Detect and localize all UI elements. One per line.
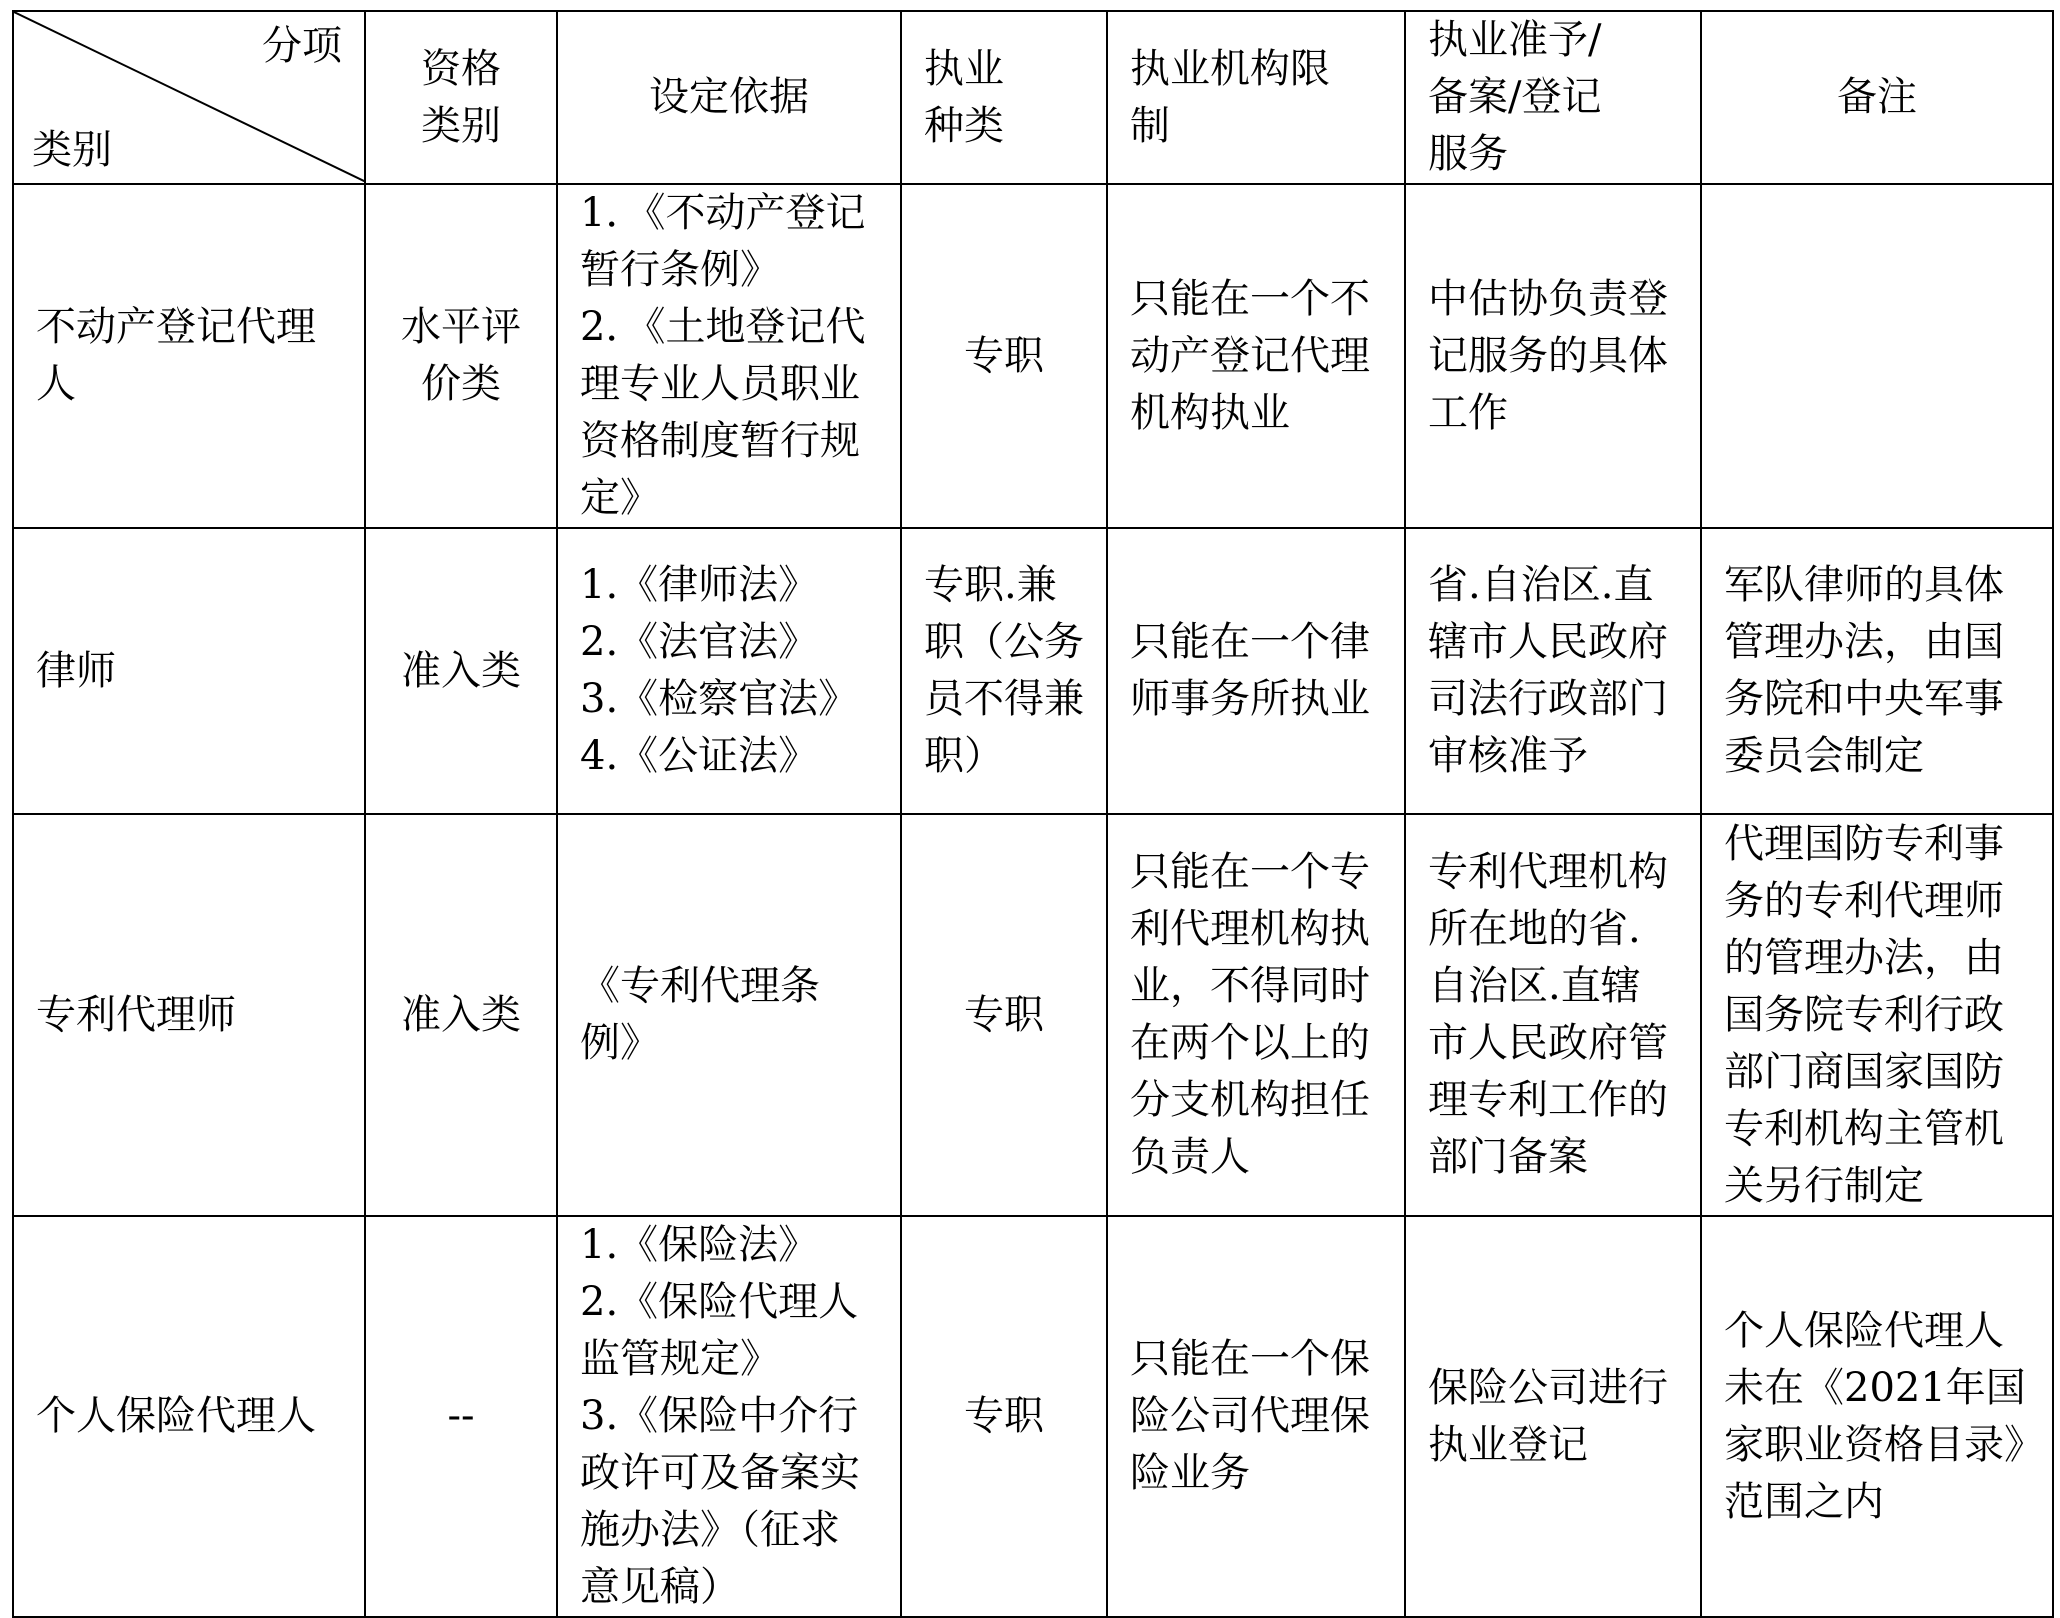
cell-institution-limit: 只能在一个保险公司代理保险业务 <box>1107 1216 1405 1617</box>
cell-practice-type: 专职 <box>901 184 1107 528</box>
cell-category: 律师 <box>13 528 365 814</box>
header-admission: 执业准予/ 备案/登记 服务 <box>1405 11 1701 184</box>
cell-admission: 专利代理机构所在地的省.自治区.直辖市人民政府管理专利工作的部门备案 <box>1405 814 1701 1216</box>
cell-basis: 1.《保险法》 2.《保险代理人监管规定》 3.《保险中介行政许可及备案实施办法》（征求意见稿） <box>557 1216 901 1617</box>
header-row <box>13 11 2053 184</box>
cell-remarks: 个人保险代理人未在《2021年国家职业资格目录》范围之内 <box>1701 1216 2053 1617</box>
cell-basis: 1.《律师法》 2.《法官法》 3.《检察官法》 4.《公证法》 <box>557 528 901 814</box>
cell-practice-type: 专职 <box>901 814 1107 1216</box>
table-row <box>13 814 2053 1216</box>
cell-practice-type: 专职 <box>901 1216 1107 1617</box>
cell-qual-type: 水平评价类 <box>365 184 557 528</box>
cell-remarks: 代理国防专利事务的专利代理师的管理办法，由国务院专利行政部门商国家国防专利机构主管机关另行制定 <box>1701 814 2053 1216</box>
cell-qual-type: -- <box>365 1216 557 1617</box>
cell-category: 专利代理师 <box>13 814 365 1216</box>
cell-remarks: 军队律师的具体管理办法，由国务院和中央军事委员会制定 <box>1701 528 2053 814</box>
header-institution-limit: 执业机构限 制 <box>1107 11 1405 184</box>
cell-category: 个人保险代理人 <box>13 1216 365 1617</box>
cell-admission: 省.自治区.直辖市人民政府司法行政部门审核准予 <box>1405 528 1701 814</box>
header-qualification-type: 资格 类别 <box>365 11 557 184</box>
cell-admission: 中估协负责登记服务的具体工作 <box>1405 184 1701 528</box>
cell-qual-type: 准入类 <box>365 528 557 814</box>
cell-admission: 保险公司进行执业登记 <box>1405 1216 1701 1617</box>
table-row <box>13 1216 2053 1617</box>
header-category-label: 类别 <box>32 127 112 173</box>
cell-category: 不动产登记代理人 <box>13 184 365 528</box>
diagonal-header-cell <box>13 11 365 184</box>
table-row <box>13 528 2053 814</box>
cell-basis: 《专利代理条例》 <box>557 814 901 1216</box>
header-remarks: 备注 <box>1701 11 2053 184</box>
qualification-table <box>12 10 2054 1618</box>
cell-institution-limit: 只能在一个不动产登记代理机构执业 <box>1107 184 1405 528</box>
cell-practice-type: 专职.兼职（公务员不得兼职） <box>901 528 1107 814</box>
cell-institution-limit: 只能在一个专利代理机构执业，不得同时在两个以上的分支机构担任负责人 <box>1107 814 1405 1216</box>
header-practice-type: 执业 种类 <box>901 11 1107 184</box>
header-basis: 设定依据 <box>557 11 901 184</box>
cell-institution-limit: 只能在一个律师事务所执业 <box>1107 528 1405 814</box>
cell-basis: 1．《不动产登记暂行条例》 2．《土地登记代理专业人员职业资格制度暂行规定》 <box>557 184 901 528</box>
table-row <box>13 184 2053 528</box>
cell-remarks <box>1701 184 2053 528</box>
cell-qual-type: 准入类 <box>365 814 557 1216</box>
header-item-label: 分项 <box>262 23 342 69</box>
